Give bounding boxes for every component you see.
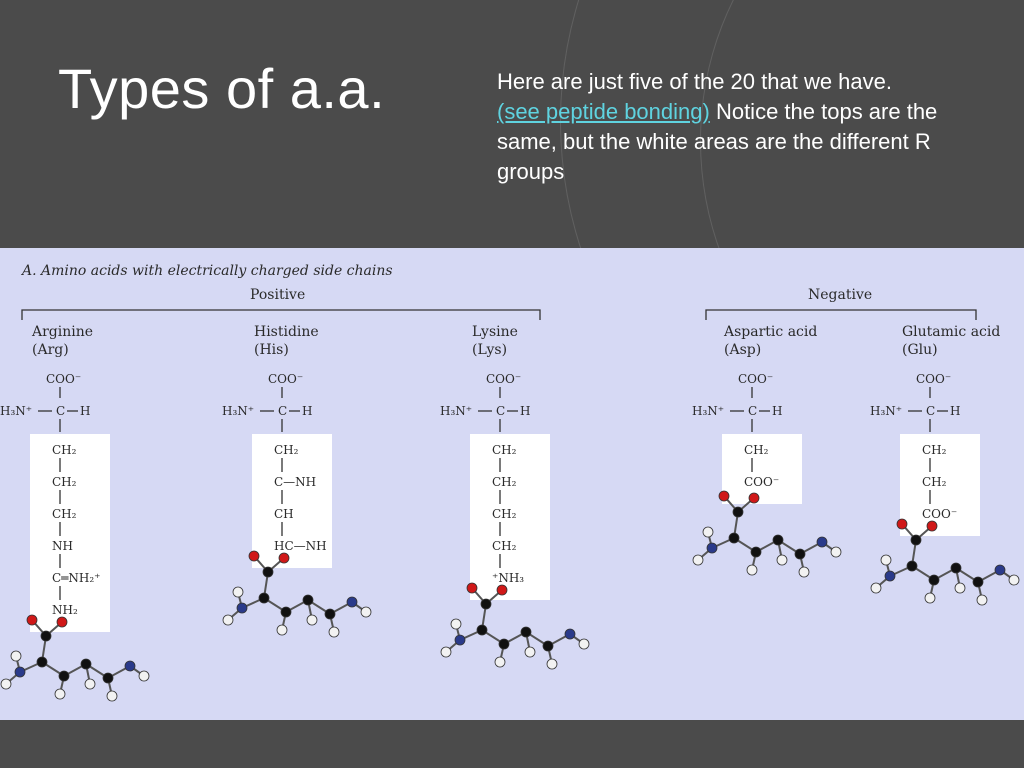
amino-acid-abbr: (Glu) xyxy=(902,342,938,358)
model-atom xyxy=(139,671,149,681)
model-atom xyxy=(897,519,907,529)
model-atom xyxy=(455,635,465,645)
model-atom xyxy=(733,507,743,517)
amino-group-label: H₃N⁺ xyxy=(870,404,903,418)
model-atom xyxy=(929,575,939,585)
alpha-carbon-label: C xyxy=(278,404,288,418)
side-chain-group: CH₂ xyxy=(744,443,769,457)
model-atom xyxy=(347,597,357,607)
model-atom xyxy=(977,595,987,605)
model-atom xyxy=(497,585,507,595)
side-chain-group: HC—NH xyxy=(274,539,327,553)
alpha-carbon-label: C xyxy=(748,404,758,418)
model-atom xyxy=(693,555,703,565)
model-atom xyxy=(259,593,269,603)
amino-acid-structures xyxy=(0,324,1019,701)
side-chain-group: CH₂ xyxy=(922,475,947,489)
amino-acid-name: Glutamic acid xyxy=(902,324,1001,340)
side-chain-group: CH₂ xyxy=(492,507,517,521)
model-atom xyxy=(107,691,117,701)
model-atom xyxy=(565,629,575,639)
alpha-carbon-label: C xyxy=(926,404,936,418)
negative-bracket xyxy=(706,310,976,320)
side-chain-group: CH₂ xyxy=(922,443,947,457)
amino-acid-name: Lysine xyxy=(472,324,518,340)
model-atom xyxy=(467,583,477,593)
model-atom xyxy=(37,657,47,667)
model-atom xyxy=(57,617,67,627)
model-atom xyxy=(749,493,759,503)
alpha-carbon-label: C xyxy=(496,404,506,418)
model-atom xyxy=(441,647,451,657)
negative-label: Negative xyxy=(808,287,873,303)
model-atom xyxy=(951,563,961,573)
model-atom xyxy=(281,607,291,617)
model-atom xyxy=(927,521,937,531)
model-atom xyxy=(995,565,1005,575)
model-atom xyxy=(279,553,289,563)
carboxylate-label: COO⁻ xyxy=(486,372,522,386)
side-chain-group: CH xyxy=(274,507,294,521)
amino-acid-name: Arginine xyxy=(32,324,94,340)
model-atom xyxy=(885,571,895,581)
hydrogen-label: H xyxy=(80,404,91,418)
model-atom xyxy=(1,679,11,689)
carboxylate-label: COO⁻ xyxy=(738,372,774,386)
side-chain-group: CH₂ xyxy=(52,443,77,457)
model-atom xyxy=(579,639,589,649)
amino-acid-abbr: (Arg) xyxy=(32,342,69,358)
model-atom xyxy=(325,609,335,619)
hydrogen-label: H xyxy=(950,404,961,418)
carboxylate-label: COO⁻ xyxy=(268,372,304,386)
model-atom xyxy=(831,547,841,557)
model-atom xyxy=(27,615,37,625)
side-chain-group: NH₂ xyxy=(52,603,78,617)
description-line: Here are just five of the 20 that we have. xyxy=(497,69,893,94)
hydrogen-label: H xyxy=(772,404,783,418)
amino-acid-abbr: (Lys) xyxy=(472,342,508,358)
model-atom xyxy=(729,533,739,543)
amino-acid-diagram xyxy=(0,248,1024,720)
model-atom xyxy=(707,543,717,553)
model-atom xyxy=(307,615,317,625)
model-atom xyxy=(249,551,259,561)
model-atom xyxy=(41,631,51,641)
model-atom xyxy=(233,587,243,597)
peptide-bonding-link[interactable]: (see peptide bonding) xyxy=(497,99,710,124)
side-chain-group: NH xyxy=(52,539,73,553)
amino-group-label: H₃N⁺ xyxy=(0,404,33,418)
model-atom xyxy=(911,535,921,545)
model-atom xyxy=(237,603,247,613)
model-atom xyxy=(481,599,491,609)
model-atom xyxy=(955,583,965,593)
model-atom xyxy=(521,627,531,637)
slide-description xyxy=(497,67,997,187)
positive-bracket xyxy=(22,310,540,320)
model-atom xyxy=(11,651,21,661)
model-atom xyxy=(907,561,917,571)
model-atom xyxy=(525,647,535,657)
carboxylate-label: COO⁻ xyxy=(916,372,952,386)
model-atom xyxy=(329,627,339,637)
figure-heading: A. Amino acids with electrically charged side chains xyxy=(22,263,393,279)
model-atom xyxy=(223,615,233,625)
side-chain-group: C—NH xyxy=(274,475,317,489)
model-atom xyxy=(55,689,65,699)
amino-group-label: H₃N⁺ xyxy=(440,404,473,418)
model-atom xyxy=(59,671,69,681)
model-atom xyxy=(451,619,461,629)
model-atom xyxy=(881,555,891,565)
model-atom xyxy=(103,673,113,683)
model-atom xyxy=(799,567,809,577)
model-atom xyxy=(871,583,881,593)
model-atom xyxy=(277,625,287,635)
model-atom xyxy=(495,657,505,667)
model-atom xyxy=(973,577,983,587)
amino-group-label: H₃N⁺ xyxy=(222,404,255,418)
slide-title: Types of a.a. xyxy=(58,57,386,120)
amino-acid-abbr: (Asp) xyxy=(724,342,762,358)
model-atom xyxy=(703,527,713,537)
model-atom xyxy=(303,595,313,605)
amino-acid-name: Histidine xyxy=(254,324,319,340)
model-atom xyxy=(543,641,553,651)
model-atom xyxy=(125,661,135,671)
model-atom xyxy=(263,567,273,577)
side-chain-group: COO⁻ xyxy=(744,475,780,489)
side-chain-group: C═NH₂⁺ xyxy=(52,571,101,585)
alpha-carbon-label: C xyxy=(56,404,66,418)
side-chain-group: CH₂ xyxy=(492,539,517,553)
model-atom xyxy=(777,555,787,565)
model-atom xyxy=(751,547,761,557)
side-chain-group: CH₂ xyxy=(274,443,299,457)
model-atom xyxy=(477,625,487,635)
model-atom xyxy=(81,659,91,669)
carboxylate-label: COO⁻ xyxy=(46,372,82,386)
model-atom xyxy=(747,565,757,575)
model-atom xyxy=(773,535,783,545)
side-chain-group: CH₂ xyxy=(52,507,77,521)
amino-acid-figure xyxy=(0,248,1024,720)
amino-acid-abbr: (His) xyxy=(254,342,289,358)
model-atom xyxy=(85,679,95,689)
amino-acid-name: Aspartic acid xyxy=(724,324,818,340)
model-atom xyxy=(547,659,557,669)
model-atom xyxy=(1009,575,1019,585)
model-atom xyxy=(719,491,729,501)
model-atom xyxy=(361,607,371,617)
side-chain-group: COO⁻ xyxy=(922,507,958,521)
model-atom xyxy=(817,537,827,547)
hydrogen-label: H xyxy=(520,404,531,418)
model-atom xyxy=(499,639,509,649)
model-atom xyxy=(795,549,805,559)
side-chain-group: CH₂ xyxy=(52,475,77,489)
model-atom xyxy=(15,667,25,677)
description-continuation: Notice the tops are the same, but the white areas are the different R groups xyxy=(497,99,938,184)
side-chain-group: CH₂ xyxy=(492,475,517,489)
side-chain-group: CH₂ xyxy=(492,443,517,457)
amino-group-label: H₃N⁺ xyxy=(692,404,725,418)
positive-label: Positive xyxy=(250,287,306,303)
model-atom xyxy=(925,593,935,603)
hydrogen-label: H xyxy=(302,404,313,418)
side-chain-group: ⁺NH₃ xyxy=(492,571,525,585)
